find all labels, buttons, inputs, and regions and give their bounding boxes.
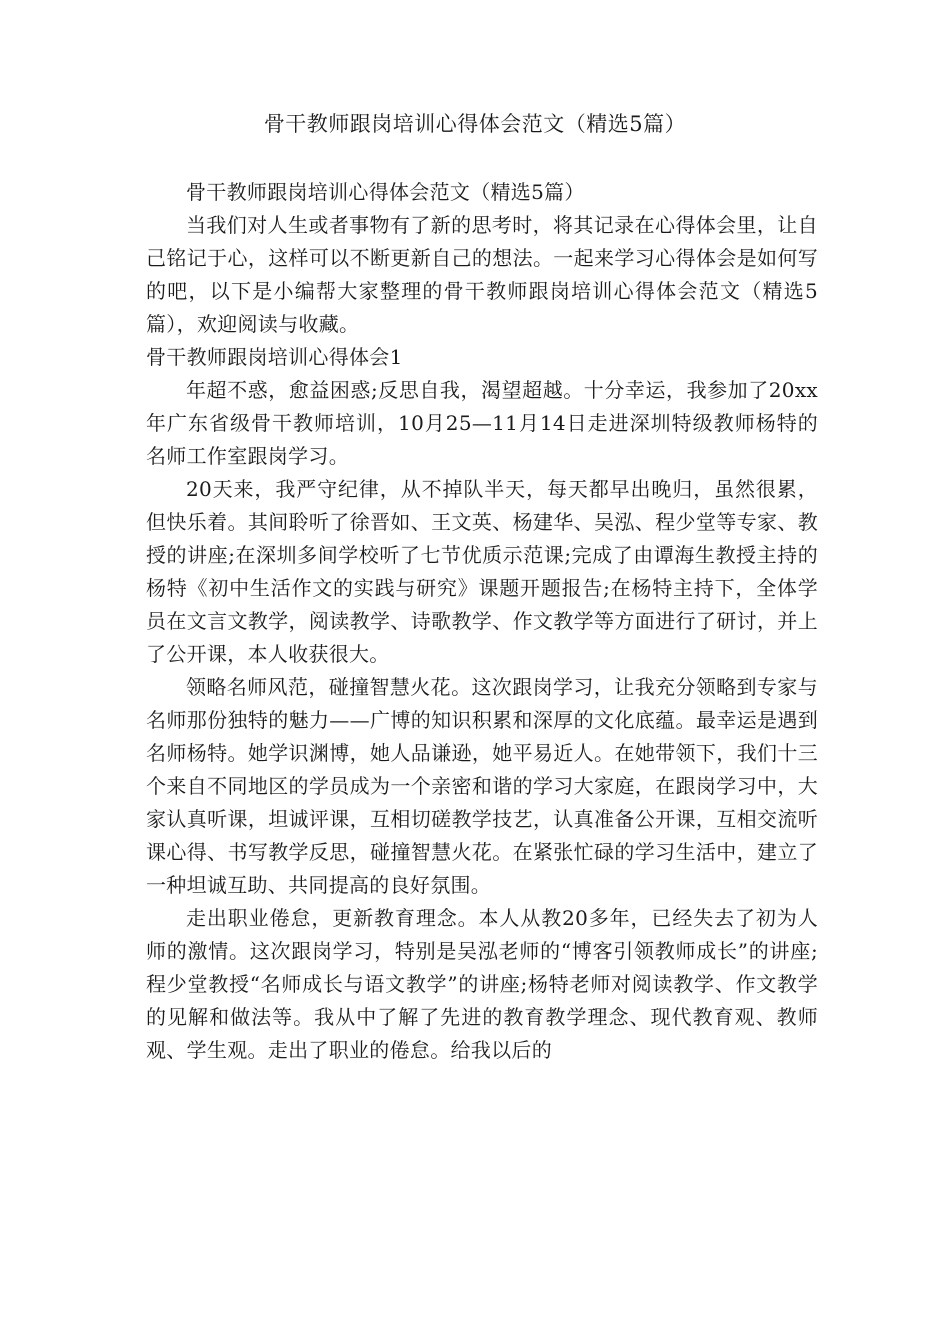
paragraph-3: 领略名师风范，碰撞智慧火花。这次跟岗学习，让我充分领略到专家与名师那份独特的魅力——广博的知识积累和深厚的文化底蕴。最幸运是遇到名师杨特。她学识渊博，她人品谦逊，她平易近人。在她带领下，我们十三个来自不同地区的学员成为一个亲密和谐的学习大家庭，在跟岗学习中，大家认真听课，坦诚评课，互相切磋教学技艺，认真准备公开课，互相交流听课心得、书写教学反思，碰撞智慧火花。在紧张忙碌的学习生活中，建立了一种坦诚互助、共同提高的良好氛围。 — [146, 675, 818, 897]
paragraph-1: 年超不惑，愈益困惑;反思自我，渴望超越。十分幸运，我参加了20xx年广东省级骨干教师培训，10月25—11月14日走进深圳特级教师杨特的名师工作室跟岗学习。 — [146, 378, 818, 468]
paragraph-4: 走出职业倦怠，更新教育理念。本人从教20多年，已经失去了初为人师的激情。这次跟岗学习，特别是吴泓老师的“博客引领教师成长”的讲座;程少堂教授“名师成长与语文教学”的讲座;杨特老师对阅读教学、作文教学的见解和做法等。我从中了解了先进的教育教学理念、现代教育观、教师观、学生观。走出了职业的倦怠。给我以后的 — [146, 906, 818, 1062]
paragraph-intro: 当我们对人生或者事物有了新的思考时，将其记录在心得体会里，让自己铭记于心，这样可以不断更新自己的想法。一起来学习心得体会是如何写的吧，以下是小编帮大家整理的骨干教师跟岗培训心得体会范文（精选5篇），欢迎阅读与收藏。 — [146, 213, 818, 336]
paragraph-subtitle: 骨干教师跟岗培训心得体会范文（精选5篇） — [186, 180, 585, 204]
document-body — [146, 176, 818, 1067]
document-title: 骨干教师跟岗培训心得体会范文（精选5篇） — [263, 112, 687, 136]
section-heading-1: 骨干教师跟岗培训心得体会1 — [146, 345, 403, 369]
paragraph-2: 20天来，我严守纪律，从不掉队半天，每天都早出晚归，虽然很累，但快乐着。其间聆听了徐晋如、王文英、杨建华、吴泓、程少堂等专家、教授的讲座;在深圳多间学校听了七节优质示范课;完成了由谭海生教授主持的杨特《初中生活作文的实践与研究》课题开题报告;在杨特主持下，全体学员在文言文教学，阅读教学、诗歌教学、作文教学等方面进行了研讨，并上了公开课，本人收获很大。 — [146, 477, 818, 666]
